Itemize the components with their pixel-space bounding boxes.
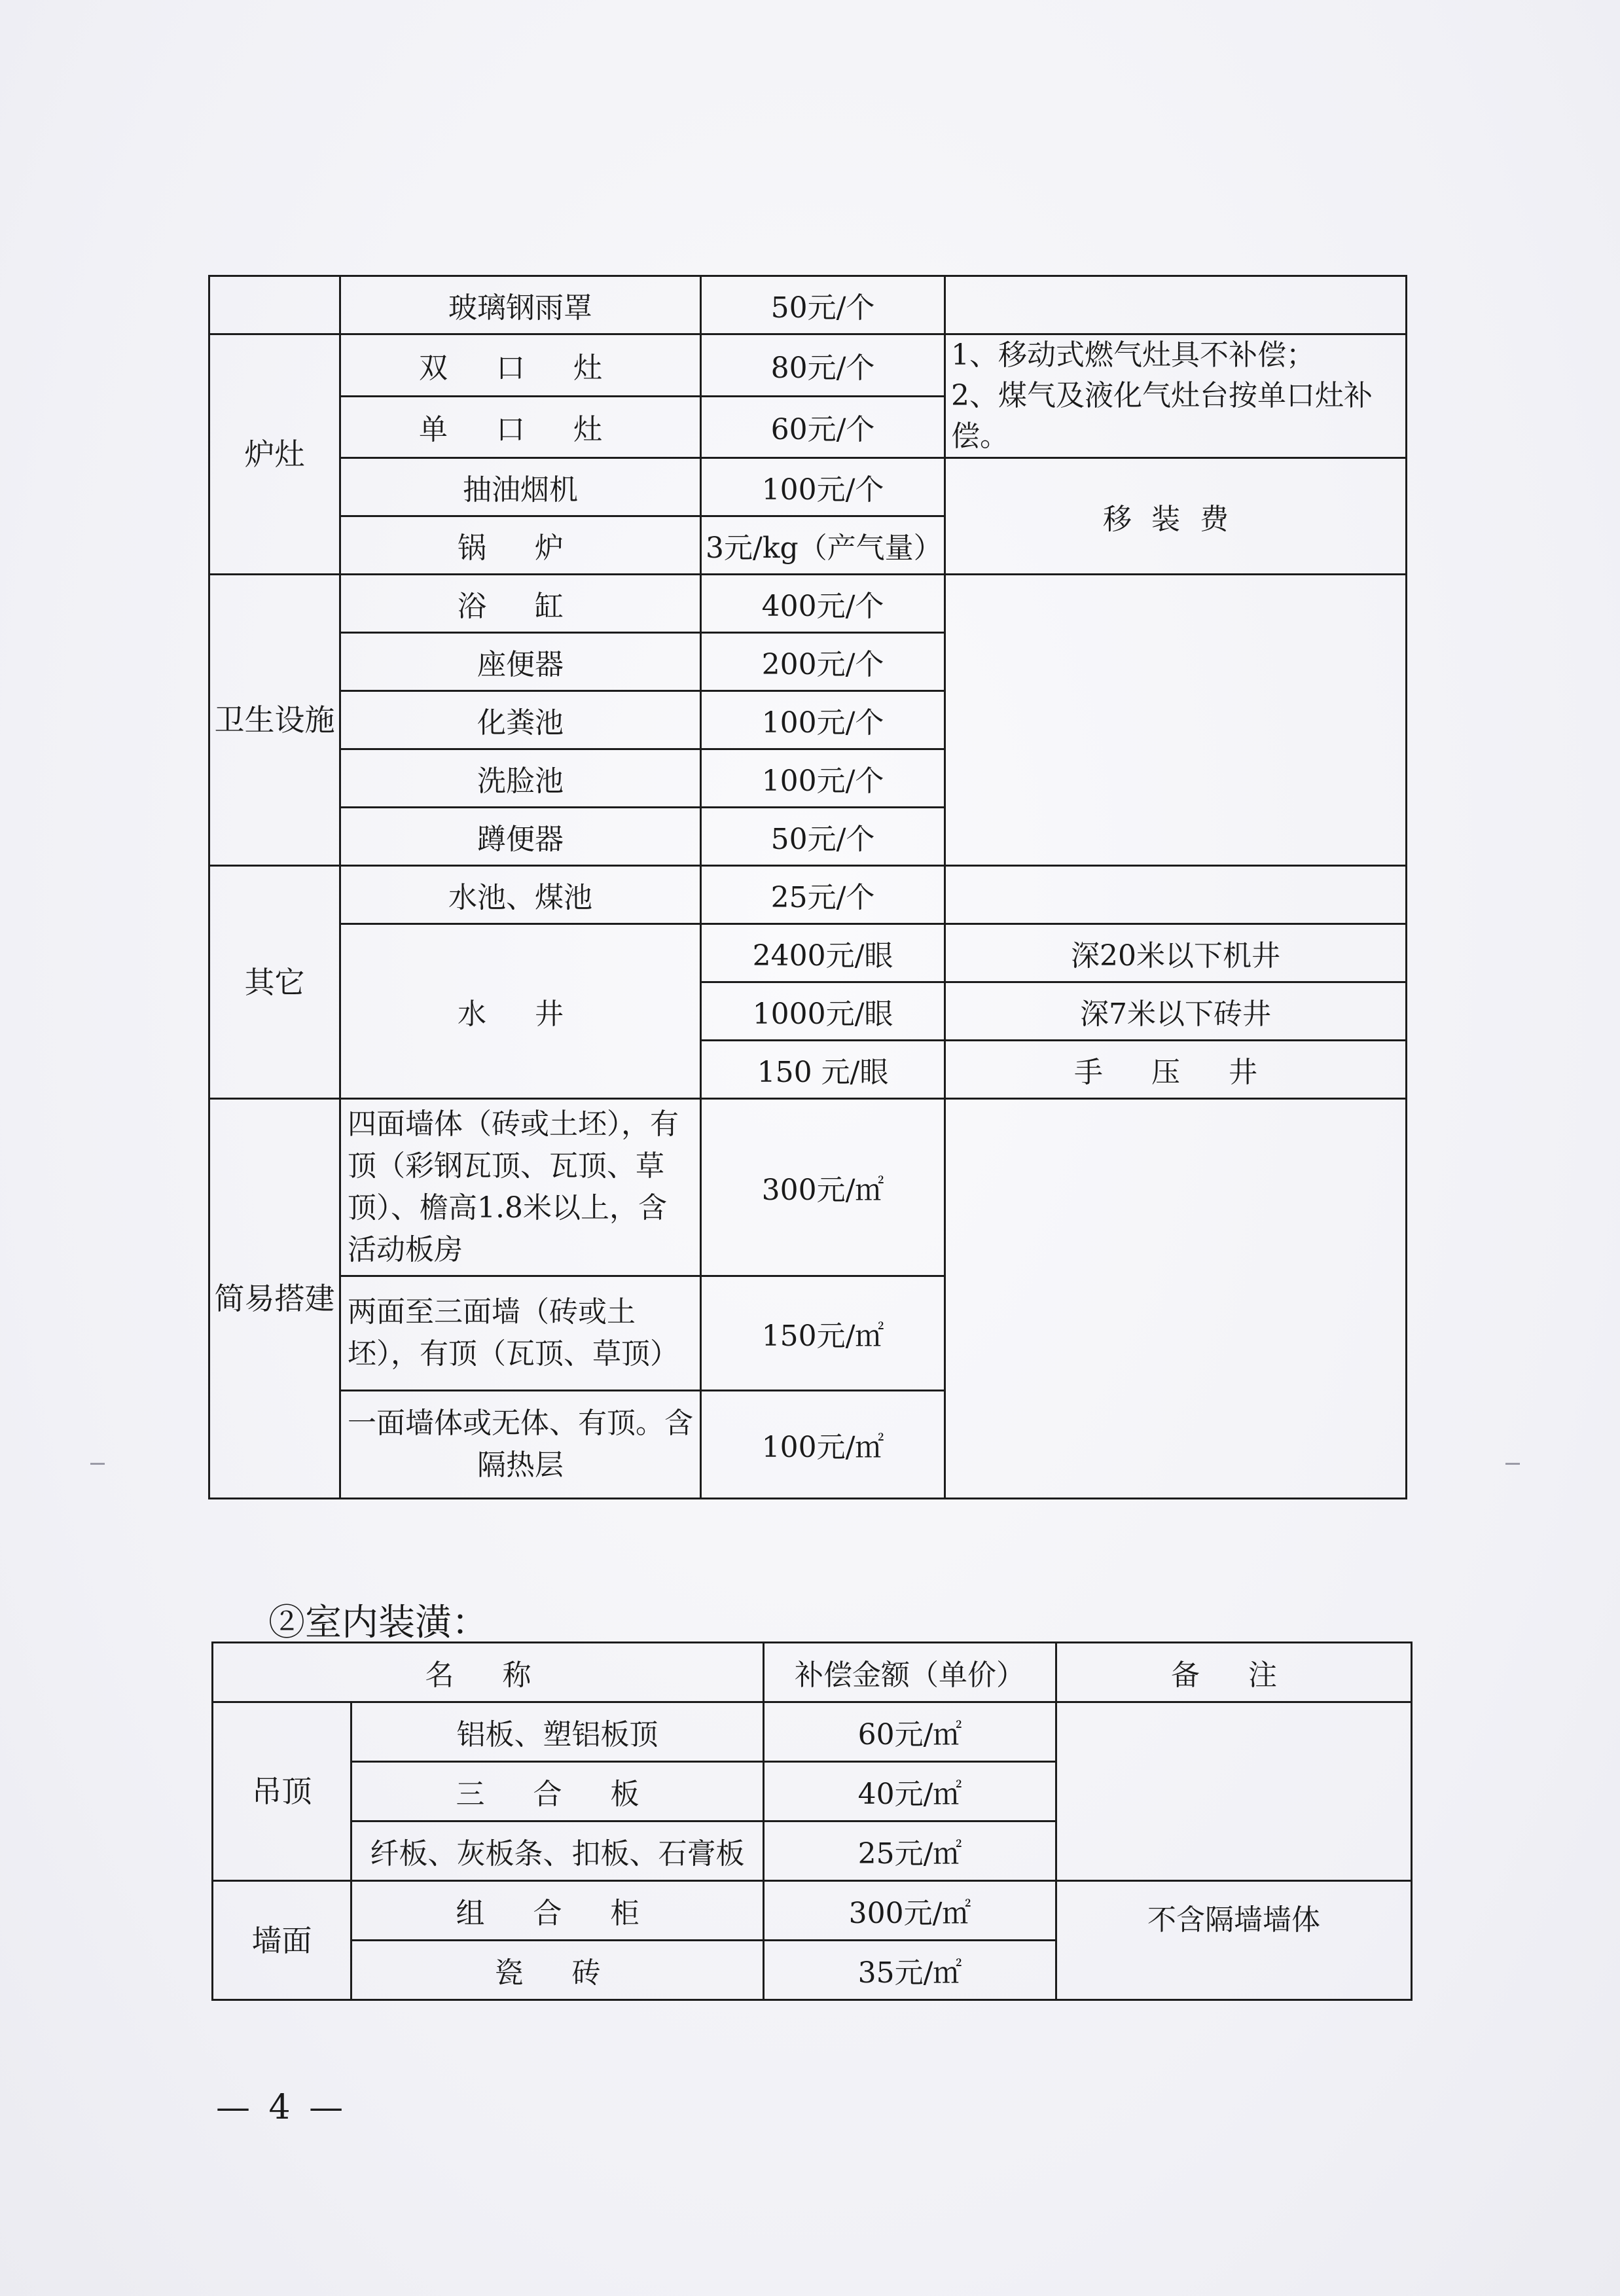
section-heading: ②室内装潢： bbox=[268, 1602, 488, 1644]
item-name: 组 合 柜 bbox=[351, 1881, 764, 1941]
item-price: 35元/㎡ bbox=[764, 1941, 1056, 2000]
item-price: 150元/㎡ bbox=[701, 1276, 945, 1391]
item-price: 60元/㎡ bbox=[764, 1702, 1056, 1762]
item-note: 深7米以下砖井 bbox=[945, 982, 1407, 1041]
header-remark: 备 注 bbox=[1056, 1643, 1412, 1702]
item-name: 浴 缸 bbox=[340, 575, 701, 633]
table-row bbox=[209, 276, 1407, 334]
table-header-row bbox=[213, 1643, 1412, 1702]
item-name: 锅 炉 bbox=[340, 516, 701, 575]
category-other: 其它 bbox=[209, 866, 340, 1099]
table-row bbox=[209, 1099, 1407, 1276]
note-line: 2、煤气及液化气灶台按单口灶补偿。 bbox=[951, 379, 1373, 453]
item-price: 40元/㎡ bbox=[764, 1762, 1056, 1821]
item-name: 洗脸池 bbox=[340, 749, 701, 808]
note-line: 1、移动式燃气灶具不补偿； bbox=[951, 338, 1315, 372]
table-row bbox=[209, 924, 1407, 982]
empty-cell bbox=[945, 575, 1407, 866]
item-name: 水 井 bbox=[340, 924, 701, 1099]
item-name: 抽油烟机 bbox=[340, 458, 701, 516]
table-row bbox=[209, 575, 1407, 633]
category-ceiling: 吊顶 bbox=[213, 1702, 351, 1881]
table-row bbox=[209, 458, 1407, 516]
category-sanitary: 卫生设施 bbox=[209, 575, 340, 866]
item-name: 一面墙体或无体、有顶。含隔热层 bbox=[340, 1391, 701, 1499]
header-name: 名 称 bbox=[213, 1643, 764, 1702]
item-note: 手 压 井 bbox=[945, 1041, 1407, 1099]
wall-remark: 不含隔墙墙体 bbox=[1056, 1881, 1412, 2000]
relocation-note: 移装费 bbox=[945, 458, 1407, 575]
item-price: 100元/㎡ bbox=[701, 1391, 945, 1499]
item-price: 2400元/眼 bbox=[701, 924, 945, 982]
item-name: 双 口 灶 bbox=[340, 334, 701, 397]
item-price: 400元/个 bbox=[701, 575, 945, 633]
item-price: 100元/个 bbox=[701, 749, 945, 808]
page-number: — 4 — bbox=[216, 2088, 348, 2127]
item-name: 纤板、灰板条、扣板、石膏板 bbox=[351, 1821, 764, 1881]
item-name: 三 合 板 bbox=[351, 1762, 764, 1821]
item-price: 150 元/眼 bbox=[701, 1041, 945, 1099]
item-name: 水池、煤池 bbox=[340, 866, 701, 924]
item-price: 25元/㎡ bbox=[764, 1821, 1056, 1881]
item-price: 1000元/眼 bbox=[701, 982, 945, 1041]
table-row bbox=[213, 1702, 1412, 1762]
margin-mark bbox=[1505, 1463, 1520, 1465]
empty-cell bbox=[209, 276, 340, 334]
item-name: 玻璃钢雨罩 bbox=[340, 276, 701, 334]
item-name: 座便器 bbox=[340, 633, 701, 691]
table-row bbox=[213, 1881, 1412, 1941]
margin-mark bbox=[90, 1463, 105, 1465]
item-price: 50元/个 bbox=[701, 276, 945, 334]
item-price: 300元/㎡ bbox=[701, 1099, 945, 1276]
table-row bbox=[209, 334, 1407, 397]
item-price: 60元/个 bbox=[701, 396, 945, 458]
item-name: 化粪池 bbox=[340, 691, 701, 749]
empty-cell bbox=[1056, 1702, 1412, 1881]
item-price: 3元/kg（产气量） bbox=[701, 516, 945, 575]
item-name: 两面至三面墙（砖或土坯），有顶（瓦顶、草顶） bbox=[340, 1276, 701, 1391]
item-name: 铝板、塑铝板顶 bbox=[351, 1702, 764, 1762]
empty-cell bbox=[945, 1099, 1407, 1499]
item-price: 100元/个 bbox=[701, 458, 945, 516]
category-simple-build: 简易搭建 bbox=[209, 1099, 340, 1499]
item-note: 深20米以下机井 bbox=[945, 924, 1407, 982]
item-name: 蹲便器 bbox=[340, 808, 701, 866]
category-wall: 墙面 bbox=[213, 1881, 351, 2000]
category-stove: 炉灶 bbox=[209, 334, 340, 575]
compensation-table-decoration bbox=[211, 1641, 1413, 2001]
header-price: 补偿金额（单价） bbox=[764, 1643, 1056, 1702]
item-price: 300元/㎡ bbox=[764, 1881, 1056, 1941]
table-row bbox=[209, 866, 1407, 924]
empty-cell bbox=[945, 276, 1407, 334]
item-price: 50元/个 bbox=[701, 808, 945, 866]
empty-cell bbox=[945, 866, 1407, 924]
item-price: 100元/个 bbox=[701, 691, 945, 749]
compensation-table-facilities bbox=[208, 275, 1407, 1499]
item-price: 200元/个 bbox=[701, 633, 945, 691]
item-price: 25元/个 bbox=[701, 866, 945, 924]
item-name: 瓷 砖 bbox=[351, 1941, 764, 2000]
item-name: 单 口 灶 bbox=[340, 396, 701, 458]
item-name: 四面墙体（砖或土坯），有顶（彩钢瓦顶、瓦顶、草顶）、檐高1.8米以上，含活动板房 bbox=[340, 1099, 701, 1276]
item-price: 80元/个 bbox=[701, 334, 945, 397]
stove-note bbox=[945, 334, 1407, 458]
